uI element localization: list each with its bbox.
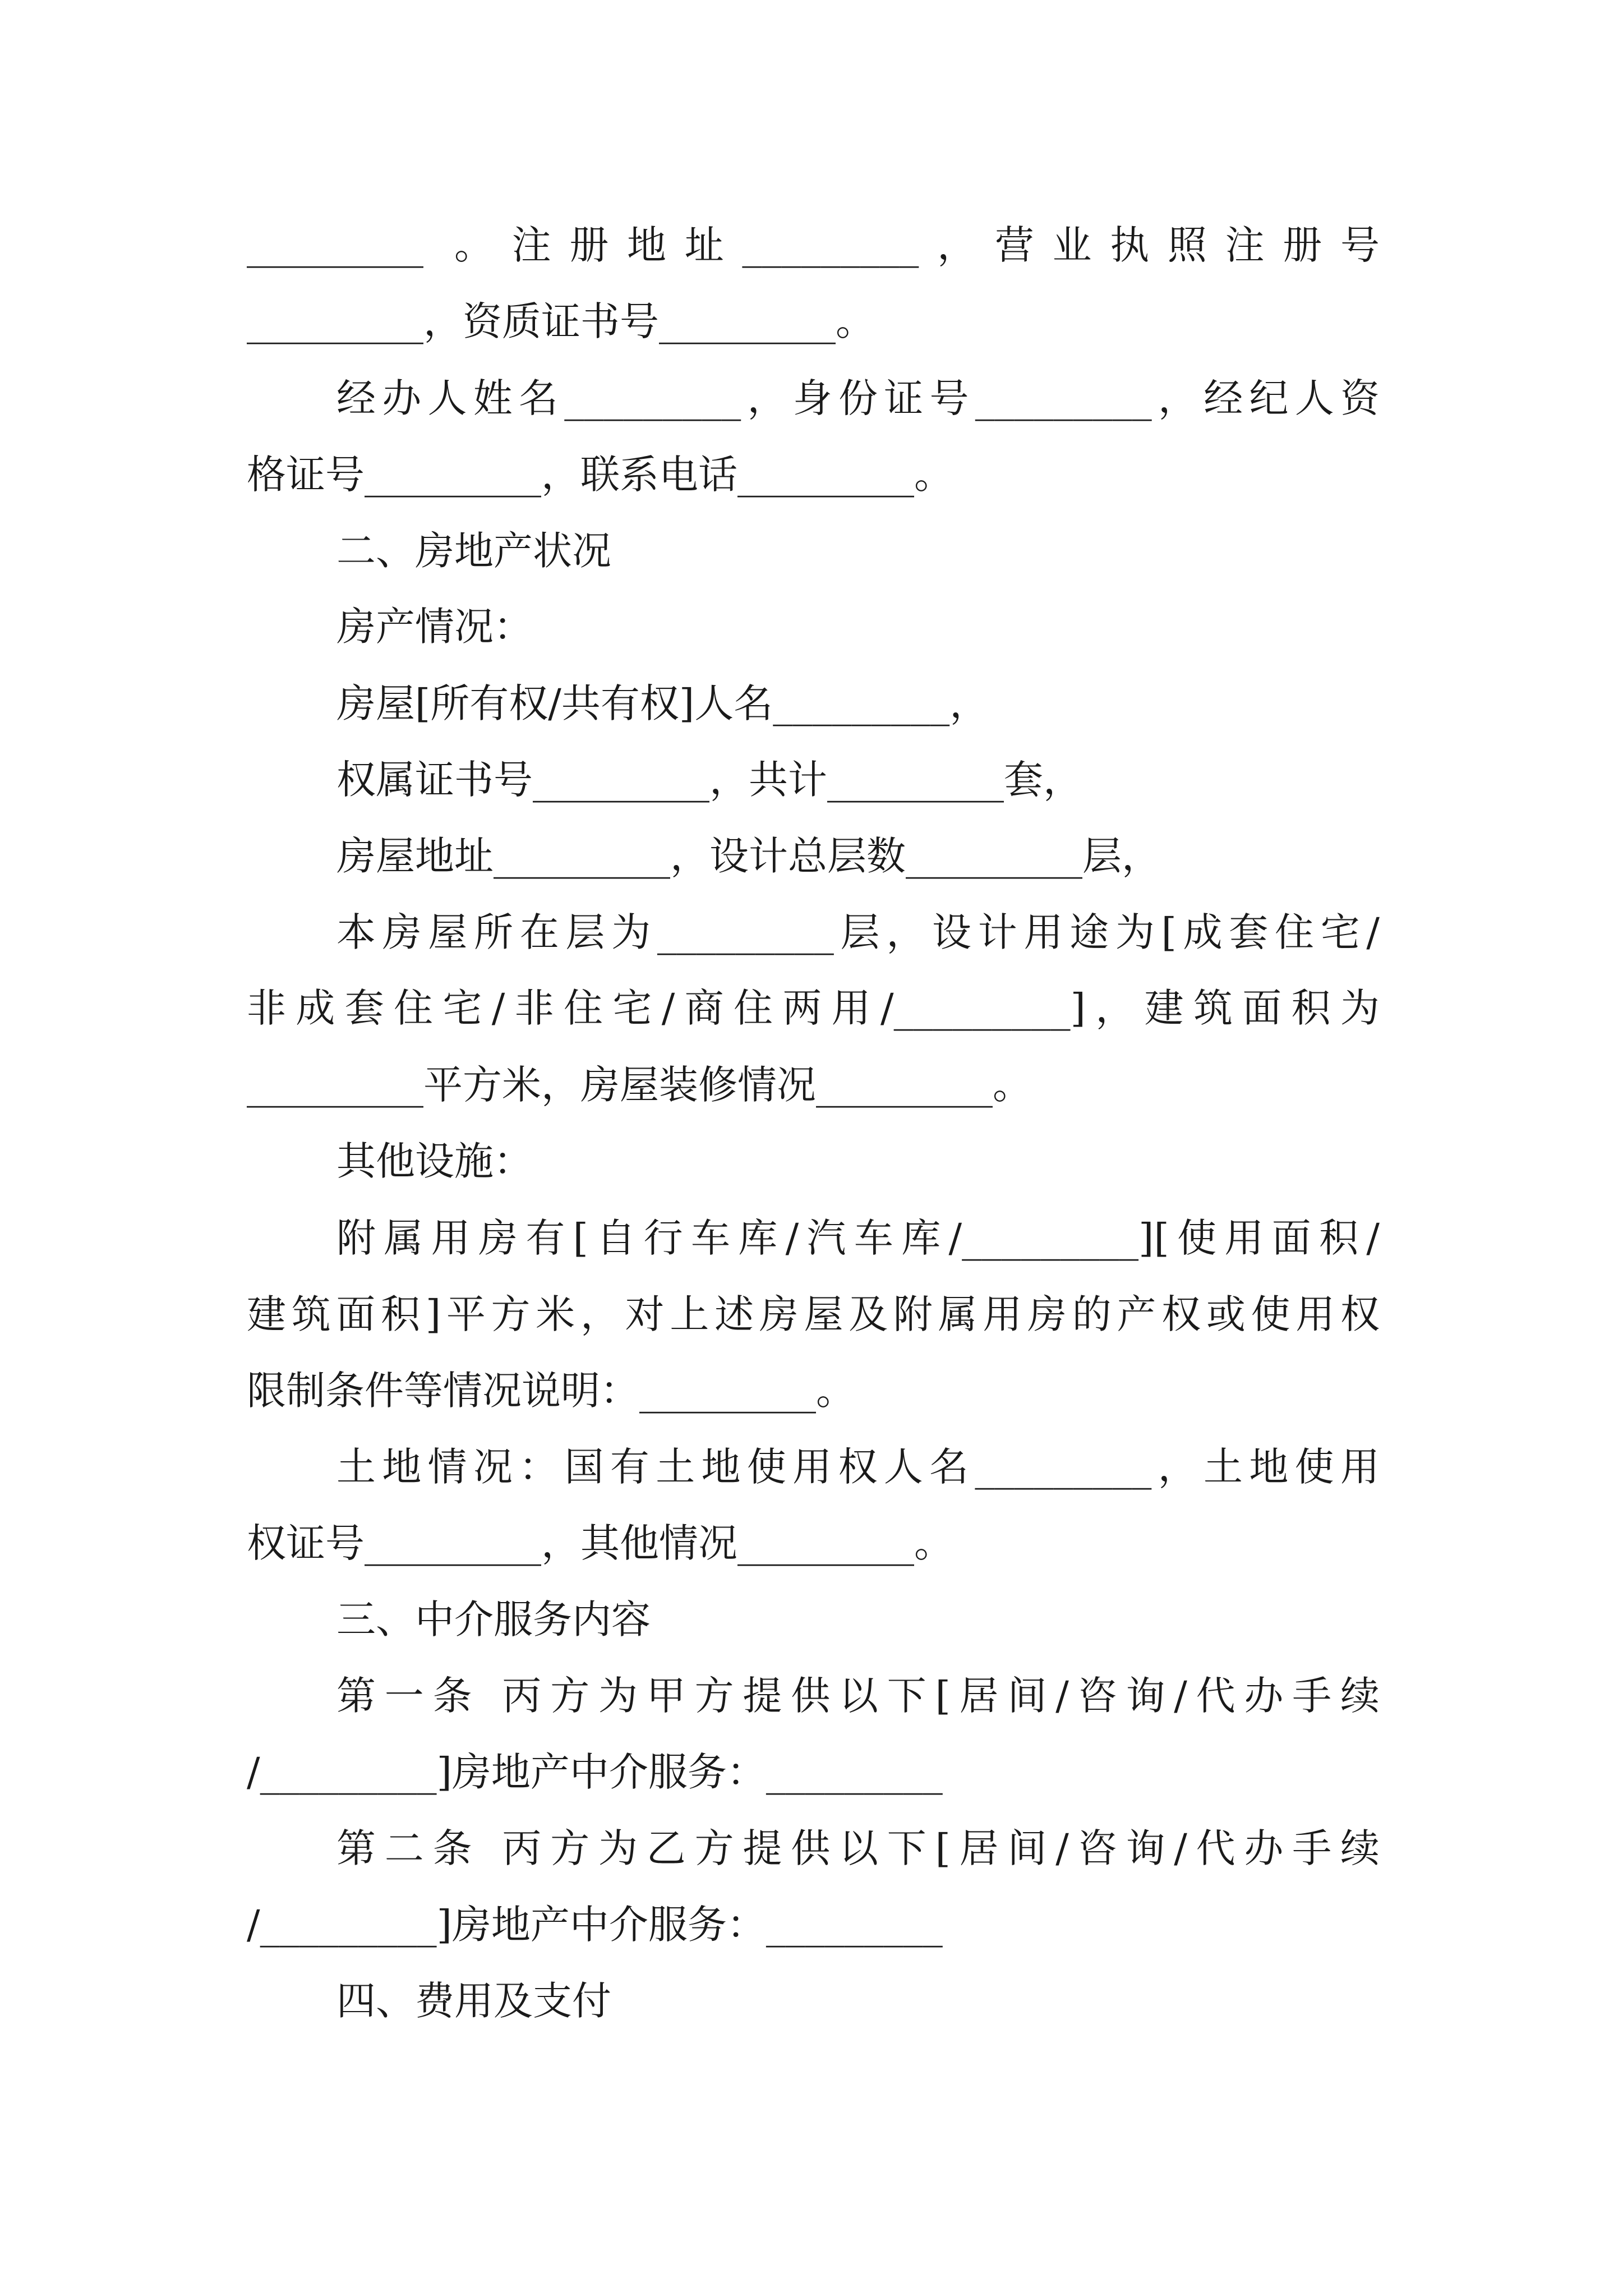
subheading: 房产情况： — [336, 604, 533, 650]
section-heading: 四、费用及支付 — [336, 1978, 611, 2024]
text-line: 附属用房有[自行车库/汽车库/_________][使用面积/ — [336, 1215, 1380, 1261]
text-line: _________，资质证书号_________。 — [247, 298, 875, 344]
text-line: 本房屋所在层为_________层，设计用途为[成套住宅/ — [336, 909, 1380, 955]
text-line: 建筑面积]平方米，对上述房屋及附属用房的产权或使用权 — [247, 1291, 1380, 1337]
text-line: 经办人姓名_________，身份证号_________，经纪人资 — [336, 375, 1380, 421]
clause-line: /_________]房地产中介服务：_________ — [247, 1749, 943, 1795]
text-line: 权属证书号_________，共计_________套， — [336, 757, 1082, 803]
text-line: 格证号_________，联系电话_________。 — [247, 452, 953, 498]
text-line: 权证号_________，其他情况_________。 — [247, 1520, 953, 1566]
text-line: 房屋[所有权/共有权]人名_________， — [336, 680, 989, 726]
clause-line: 第一条 丙方为甲方提供以下[居间/咨询/代办手续 — [336, 1673, 1380, 1719]
clause-line: 第二条 丙方为乙方提供以下[居间/咨询/代办手续 — [336, 1825, 1380, 1871]
subheading: 其他设施： — [336, 1138, 533, 1184]
text-line: 非成套住宅/非住宅/商住两用/_________]，建筑面积为 — [247, 985, 1380, 1031]
text-line: 土地情况：国有土地使用权人名_________，土地使用 — [336, 1444, 1380, 1490]
section-heading: 二、房地产状况 — [336, 528, 611, 574]
clause-line: /_________]房地产中介服务：_________ — [247, 1902, 943, 1948]
text-line: 房屋地址_________，设计总层数_________层， — [336, 833, 1161, 879]
text-line: _________平方米，房屋装修情况_________。 — [247, 1062, 1032, 1108]
section-heading: 三、中介服务内容 — [336, 1596, 651, 1642]
text-line: 限制条件等情况说明：_________。 — [247, 1368, 855, 1414]
text-line: _________ 。注册地址_________，营业执照注册号 — [247, 222, 1380, 268]
